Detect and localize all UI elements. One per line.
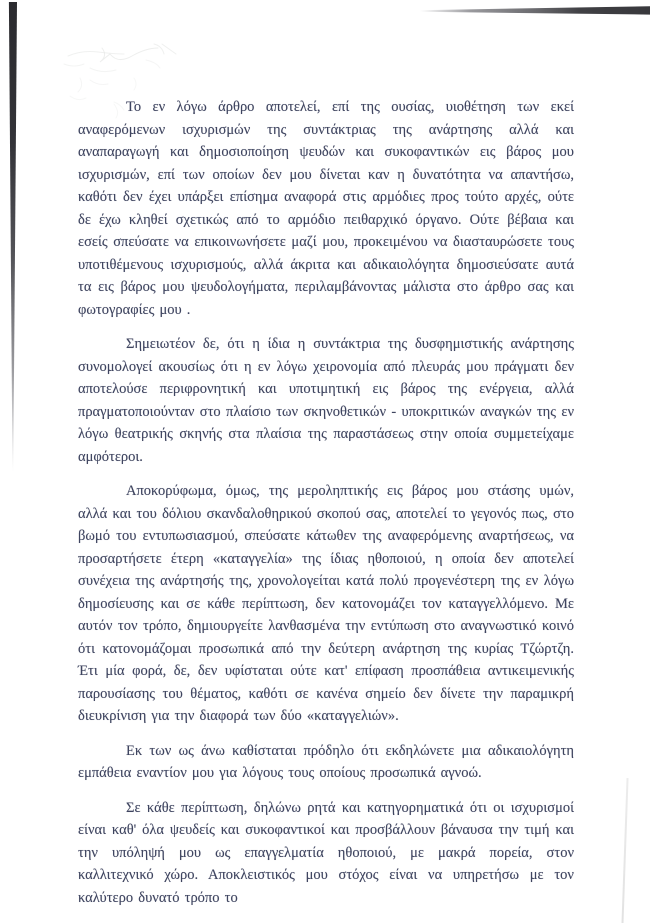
paragraph-5: Σε κάθε περίπτωση, δηλώνω ρητά και κατηγορηματικά ότι οι ισχυρισμοί είναι καθ' όλα ψευδείς και συκοφαντικοί και προσβάλλουν βάναυσα την τιμή και την υπόληψή μου ως επαγγελματία ηθοποιού, με μακρά πορεία, στον καλλιτεχνικό χώρο. Αποκλειστικός μου στόχος είναι να υπηρετήσω με τον καλύτερο δυνατό τρόπο το [78,799,574,906]
paragraph-4: Εκ των ως άνω καθίσταται πρόδηλο ότι εκδηλώνετε μια αδικαιολόγητη εμπάθεια εναντίον μου για λόγους τους οποίους προσωπικά αγνοώ. [78,742,574,781]
paragraph-2: Σημειωτέον δε, ότι η ίδια η συντάκτρια της δυσφημιστικής ανάρτησης συνομολογεί ακουσίως ότι η εν λόγω χειρονομία από πλευράς μου πράγματι δεν αποτελούσε περιφρονητική και υποτιμητική εις βάρος της ενέργεια, αλλά πραγματοποιούνταν στο πλαίσιο των σκηνοθετικών - υποκριτικών αναγκών της εν λόγω θεατρικής σκηνής στα πλαίσια της παραστάσεως στην οποία συμμετείχαμε αμφότεροι. [78,336,574,465]
paragraph-3: Αποκορύφωμα, όμως, της μεροληπτικής εις βάρος μου στάσης υμών, αλλά και του δόλιου σκανδαλοθηρικού σκοπού σας, αποτελεί το γεγονός πως, στο βωμό του εντυπωσιασμού, σπεύσατε κάτωθεν της αναφερόμενης αναρτήσεως, να προσαρτήσετε έτερη «καταγγελία» της ίδιας ηθοποιού, η οποία δεν αποτελεί συνέχεια της ανάρτησής της, χρονολογείται κατά πολύ προγενέστερη της εν λόγω δημοσίευσης και σε κάθε περίπτωση, δεν κατονομάζει τον καταγγελλόμενο. Με αυτόν τον τρόπο, δημιουργείτε λανθασμένα την εντύπωση στο αναγνωστικό κοινό ότι κατονομάζομαι προσωπικά από την δεύτερη ανάρτηση της κυρίας Τζώρτζη. Έτι μία φορά, δε, δεν υφίσταται ούτε κατ' επίφαση προσπάθεια αντικειμενικής παρουσίασης του θέματος, καθότι σε κανένα σημείο δεν δίνετε την παραμικρή διευκρίνιση για την διαφορά των δύο «καταγγελιών». [78,483,574,724]
scan-edge-artifact-top-right [420,6,650,16]
letter-body [78,96,574,921]
scan-edge-artifact-left [8,2,17,472]
paragraph-1: Το εν λόγω άρθρο αποτελεί, επί της ουσίας, υιοθέτηση των εκεί αναφερόμενων ισχυρισμών της συντάκτριας της ανάρτησης αλλά και αναπαραγωγή και δημοσιοποίηση ψευδών και συκοφαντικών εις βάρος μου ισχυρισμών, επί των οποίων δεν μου δίνεται καν η δυνατότητα να απαντήσω, καθότι δεν έχει υπάρξει επίσημα αναφορά στις αρμόδιες προς τούτο αρχές, ούτε δε έχω κληθεί σχετικώς από το αρμόδιο πειθαρχικό όργανο. Ούτε βέβαια και εσείς σπεύσατε να επικοινωνήσετε μαζί μου, προκειμένου να διασταυρώσετε τους υποτιθέμενους ισχυρισμούς, αλλά άκριτα και αδικαιολόγητα δημοσιεύσατε αυτά τα εις βάρος μου ψευδολογήματα, περιλαμβάνοντας μάλιστα στο άρθρο σας και φωτογραφίες μου . [78,99,574,318]
scan-line-artifact-bottom-right [621,778,628,923]
